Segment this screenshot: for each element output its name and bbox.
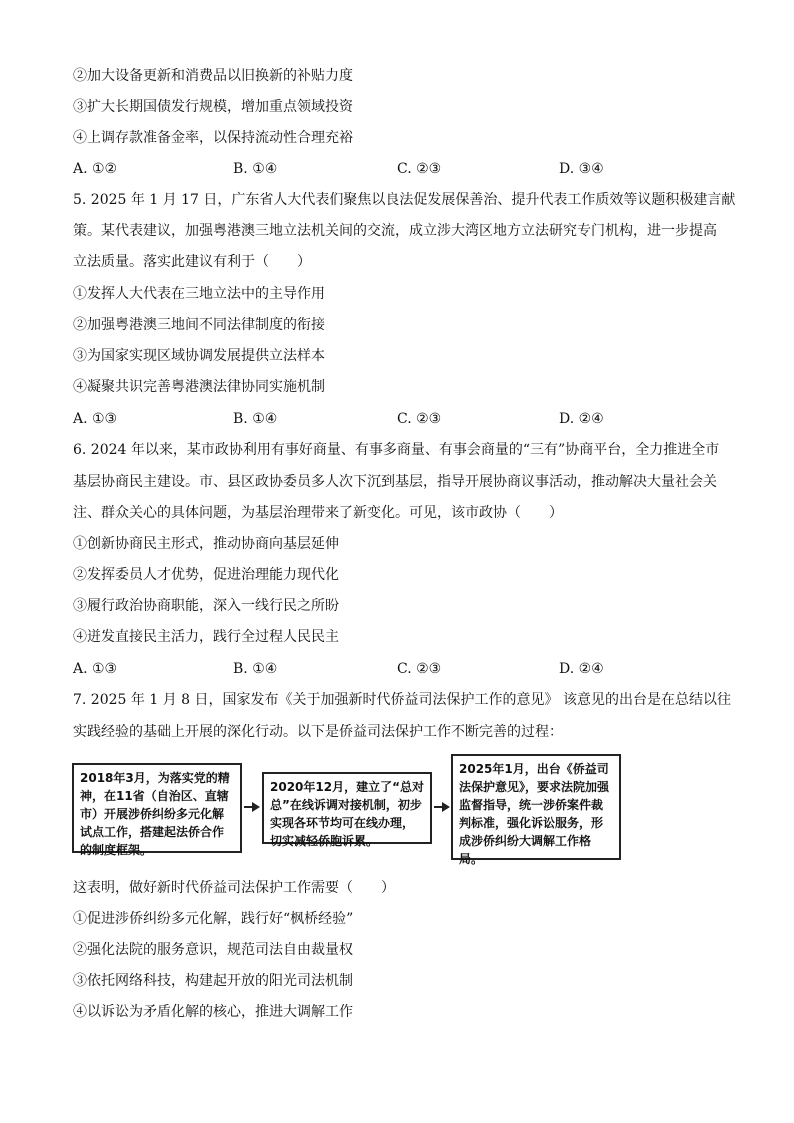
q7-item-3: ③依托网络科技，构建起开放的阳光司法机制 — [73, 973, 353, 989]
q5-item-4: ④凝聚共识完善粤港澳法律协同实施机制 — [73, 379, 325, 395]
q5-item-1: ①发挥人大代表在三地立法中的主导作用 — [73, 286, 325, 302]
q5-stem-line-2: 策。某代表建议，加强粤港澳三地立法机关间的交流，成立涉大湾区地方立法研究专门机构，进一步提高 — [73, 223, 717, 239]
flow-step-2018: 2018年3月，为落实党的精神，在11省（自治区、直辖市）开展涉侨纠纷多元化解试点工作，搭建起法侨合作的制度框架。 — [72, 763, 242, 853]
q4-option-a[interactable]: A. ①② — [73, 161, 118, 177]
q5-stem-line-3: 立法质量。落实此建议有利于（ ） — [73, 254, 311, 270]
q7-item-2: ②强化法院的服务意识，规范司法自由裁量权 — [73, 942, 353, 958]
q5-item-3: ③为国家实现区域协调发展提供立法样本 — [73, 348, 325, 364]
q7-item-1: ①促进涉侨纠纷多元化解，践行好“枫桥经验” — [73, 911, 354, 927]
q6-option-c[interactable]: C. ②③ — [397, 661, 442, 677]
flow-arrow-1 — [244, 806, 258, 808]
q5-option-a[interactable]: A. ①③ — [73, 411, 118, 427]
q6-item-3: ③履行政治协商职能，深入一线行民之所盼 — [73, 598, 339, 614]
q6-option-a[interactable]: A. ①③ — [73, 661, 118, 677]
q7-question: 这表明，做好新时代侨益司法保护工作需要（ ） — [73, 880, 395, 896]
q7-item-4: ④以诉讼为矛盾化解的核心，推进大调解工作 — [73, 1004, 353, 1020]
flow-step-2020: 2020年12月，建立了“总对总”在线诉调对接机制，初步实现各环节均可在线办理，切实减轻侨胞诉累。 — [262, 772, 432, 844]
flow-arrow-2 — [434, 806, 448, 808]
q5-option-d[interactable]: D. ②④ — [559, 411, 604, 427]
q6-options — [73, 659, 713, 679]
q6-item-1: ①创新协商民主形式，推动协商向基层延伸 — [73, 536, 339, 552]
q6-stem-line-3: 注、群众关心的具体问题，为基层治理带来了新变化。可见，该市政协（ ） — [73, 505, 563, 521]
q6-item-2: ②发挥委员人才优势，促进治理能力现代化 — [73, 567, 339, 583]
q6-stem-line-1: 6. 2024 年以来，某市政协利用有事好商量、有事多商量、有事会商量的“三有”协商平台，全力推进全市 — [73, 442, 720, 458]
q5-option-b[interactable]: B. ①④ — [233, 411, 278, 427]
q6-stem-line-2: 基层协商民主建设。市、县区政协委员多人次下沉到基层，指导开展协商议事活动，推动解决大量社会关 — [73, 474, 717, 490]
q5-stem-line-1: 5. 2025 年 1 月 17 日，广东省人大代表们聚焦以良法促发展保善治、提升代表工作质效等议题积极建言献 — [73, 192, 736, 208]
q4-option-c[interactable]: C. ②③ — [397, 161, 442, 177]
q4-option-d[interactable]: D. ③④ — [559, 161, 604, 177]
q5-option-c[interactable]: C. ②③ — [397, 411, 442, 427]
q6-option-b[interactable]: B. ①④ — [233, 661, 278, 677]
q5-options — [73, 409, 713, 429]
q6-option-d[interactable]: D. ②④ — [559, 661, 604, 677]
q6-item-4: ④迸发直接民主活力，践行全过程人民民主 — [73, 629, 339, 645]
q7-stem-line-1: 7. 2025 年 1 月 8 日，国家发布《关于加强新时代侨益司法保护工作的意见》 该意见的出台是在总结以往 — [73, 692, 731, 708]
q4-options — [73, 159, 713, 179]
q7-stem-line-2: 实践经验的基础上开展的深化行动。以下是侨益司法保护工作不断完善的过程： — [73, 724, 563, 740]
q4-option-b[interactable]: B. ①④ — [233, 161, 278, 177]
q4-item-4: ④上调存款准备金率，以保持流动性合理充裕 — [73, 130, 353, 146]
q4-item-3: ③扩大长期国债发行规模，增加重点领域投资 — [73, 99, 353, 115]
flow-step-2025: 2025年1月，出台《侨益司法保护意见》，要求法院加强监督指导，统一涉侨案件裁判标准，强化诉讼服务，形成涉侨纠纷大调解工作格局。 — [451, 754, 621, 860]
q4-item-2: ②加大设备更新和消费品以旧换新的补贴力度 — [73, 68, 353, 84]
q5-item-2: ②加强粤港澳三地间不同法律制度的衔接 — [73, 317, 325, 333]
